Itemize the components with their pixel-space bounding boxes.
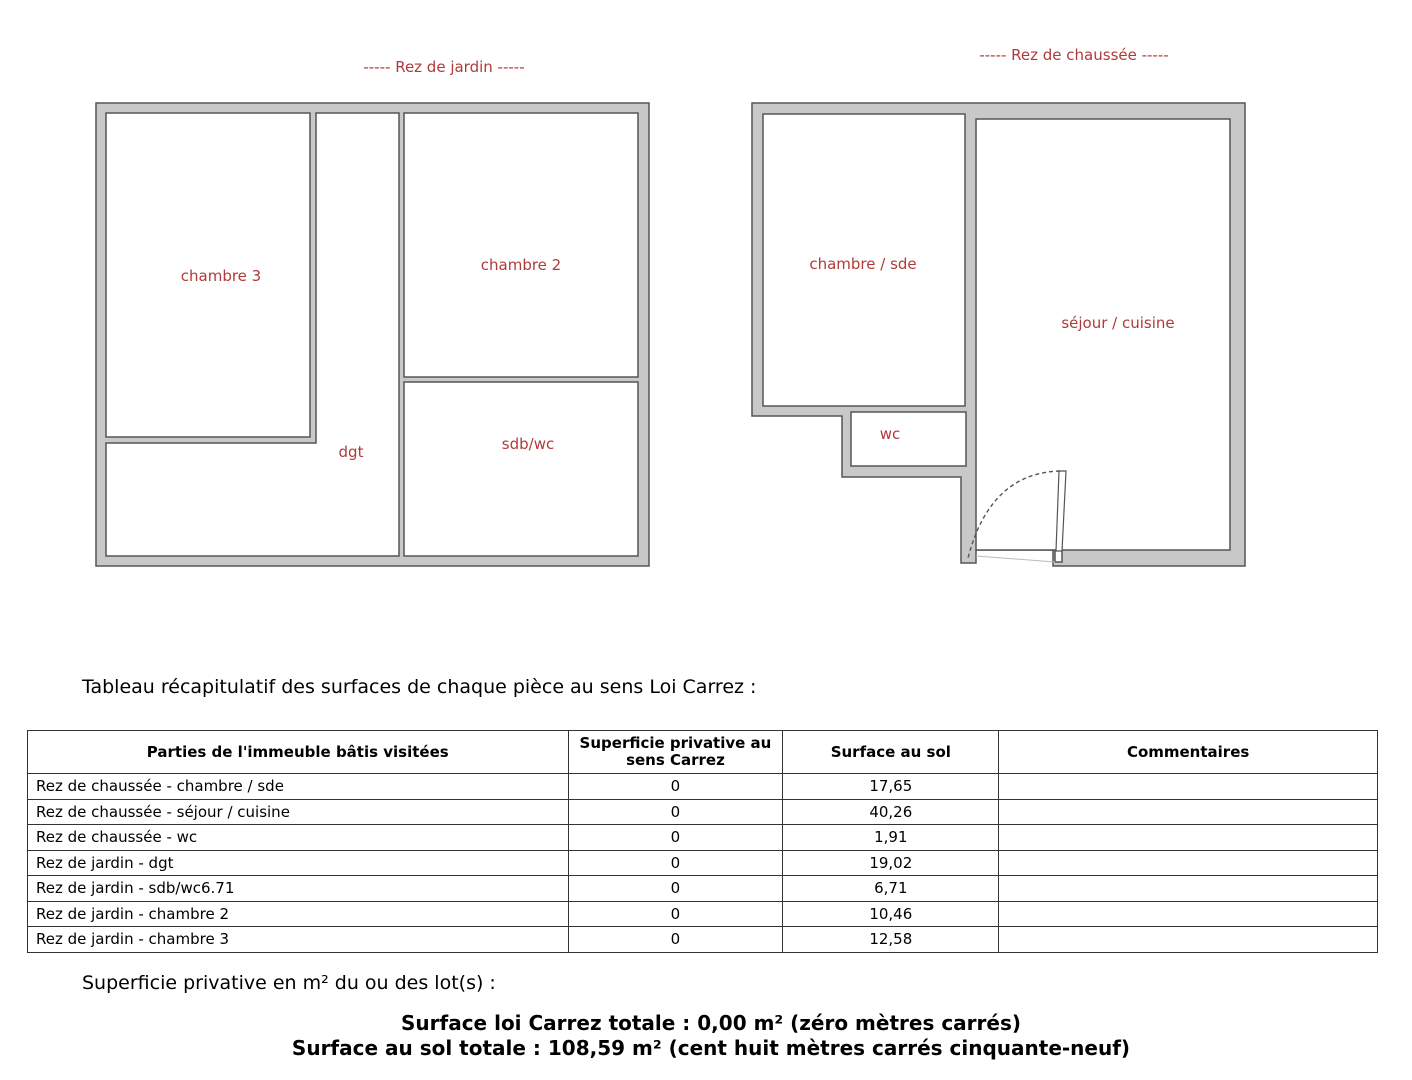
door-threshold: [976, 556, 1055, 562]
table-header-row: [28, 731, 1378, 774]
cell-carrez: 0: [568, 799, 783, 825]
cell-commentaire: [999, 876, 1378, 902]
cell-commentaire: [999, 850, 1378, 876]
cell-piece: Rez de chaussée - chambre / sde: [28, 774, 569, 800]
cell-sol: 10,46: [783, 901, 999, 927]
room-sejour-cuisine: [976, 119, 1230, 562]
header-parties: Parties de l'immeuble bâtis visitées: [28, 731, 569, 774]
cell-piece: Rez de chaussée - wc: [28, 825, 569, 851]
cell-commentaire: [999, 901, 1378, 927]
header-carrez-line1: Superficie privative au: [579, 734, 772, 752]
cell-commentaire: [999, 774, 1378, 800]
cell-sol: 6,71: [783, 876, 999, 902]
label-dgt: dgt: [338, 443, 364, 461]
label-sdb-wc: sdb/wc: [501, 435, 555, 453]
room-sdb-wc: [404, 382, 638, 556]
cell-carrez: 0: [568, 876, 783, 902]
header-commentaires: Commentaires: [999, 731, 1378, 774]
table-row: [28, 799, 1378, 825]
cell-carrez: 0: [568, 901, 783, 927]
cell-sol: 12,58: [783, 927, 999, 953]
room-wc: [851, 412, 966, 466]
cell-carrez: 0: [568, 850, 783, 876]
table-row: [28, 901, 1378, 927]
cell-piece: Rez de jardin - dgt: [28, 850, 569, 876]
totals-block: [0, 1011, 1412, 1061]
cell-commentaire: [999, 799, 1378, 825]
cell-carrez: 0: [568, 774, 783, 800]
total-carrez: Surface loi Carrez totale : 0,00 m² (zéro mètres carrés): [401, 1011, 1021, 1035]
label-chambre-2: chambre 2: [480, 256, 562, 274]
cell-piece: Rez de jardin - sdb/wc6.71: [28, 876, 569, 902]
surfaces-table: [27, 730, 1378, 953]
total-sol: Surface au sol totale : 108,59 m² (cent huit mètres carrés cinquante-neuf): [291, 1036, 1131, 1060]
cell-sol: 1,91: [783, 825, 999, 851]
header-carrez: [568, 731, 783, 774]
label-wc: wc: [879, 425, 901, 443]
cell-piece: Rez de jardin - chambre 3: [28, 927, 569, 953]
table-row: [28, 876, 1378, 902]
header-sol: Surface au sol: [783, 731, 999, 774]
label-chambre-3: chambre 3: [180, 267, 262, 285]
lot-surface-line: Superficie privative en m² du ou des lot(s) :: [82, 972, 496, 994]
plan-title-rez-de-chaussee: ----- Rez de chaussée -----: [979, 46, 1169, 64]
header-carrez-line2: sens Carrez: [626, 751, 725, 769]
plan-rez-de-chaussee: [752, 46, 1245, 566]
table-row: [28, 825, 1378, 851]
cell-carrez: 0: [568, 927, 783, 953]
table-row: [28, 927, 1378, 953]
label-chambre-sde: chambre / sde: [809, 255, 917, 273]
room-chambre-2: [404, 113, 638, 377]
cell-commentaire: [999, 927, 1378, 953]
plan-rez-de-jardin: [96, 58, 649, 566]
cell-commentaire: [999, 825, 1378, 851]
cell-piece: Rez de jardin - chambre 2: [28, 901, 569, 927]
cell-piece: Rez de chaussée - séjour / cuisine: [28, 799, 569, 825]
cell-sol: 17,65: [783, 774, 999, 800]
cell-sol: 19,02: [783, 850, 999, 876]
label-sejour-cuisine: séjour / cuisine: [1061, 314, 1175, 332]
cell-carrez: 0: [568, 825, 783, 851]
table-row: [28, 850, 1378, 876]
plan-title-rez-de-jardin: ----- Rez de jardin -----: [363, 58, 525, 76]
cell-sol: 40,26: [783, 799, 999, 825]
table-row: [28, 774, 1378, 800]
table-intro: Tableau récapitulatif des surfaces de chaque pièce au sens Loi Carrez :: [82, 676, 757, 698]
